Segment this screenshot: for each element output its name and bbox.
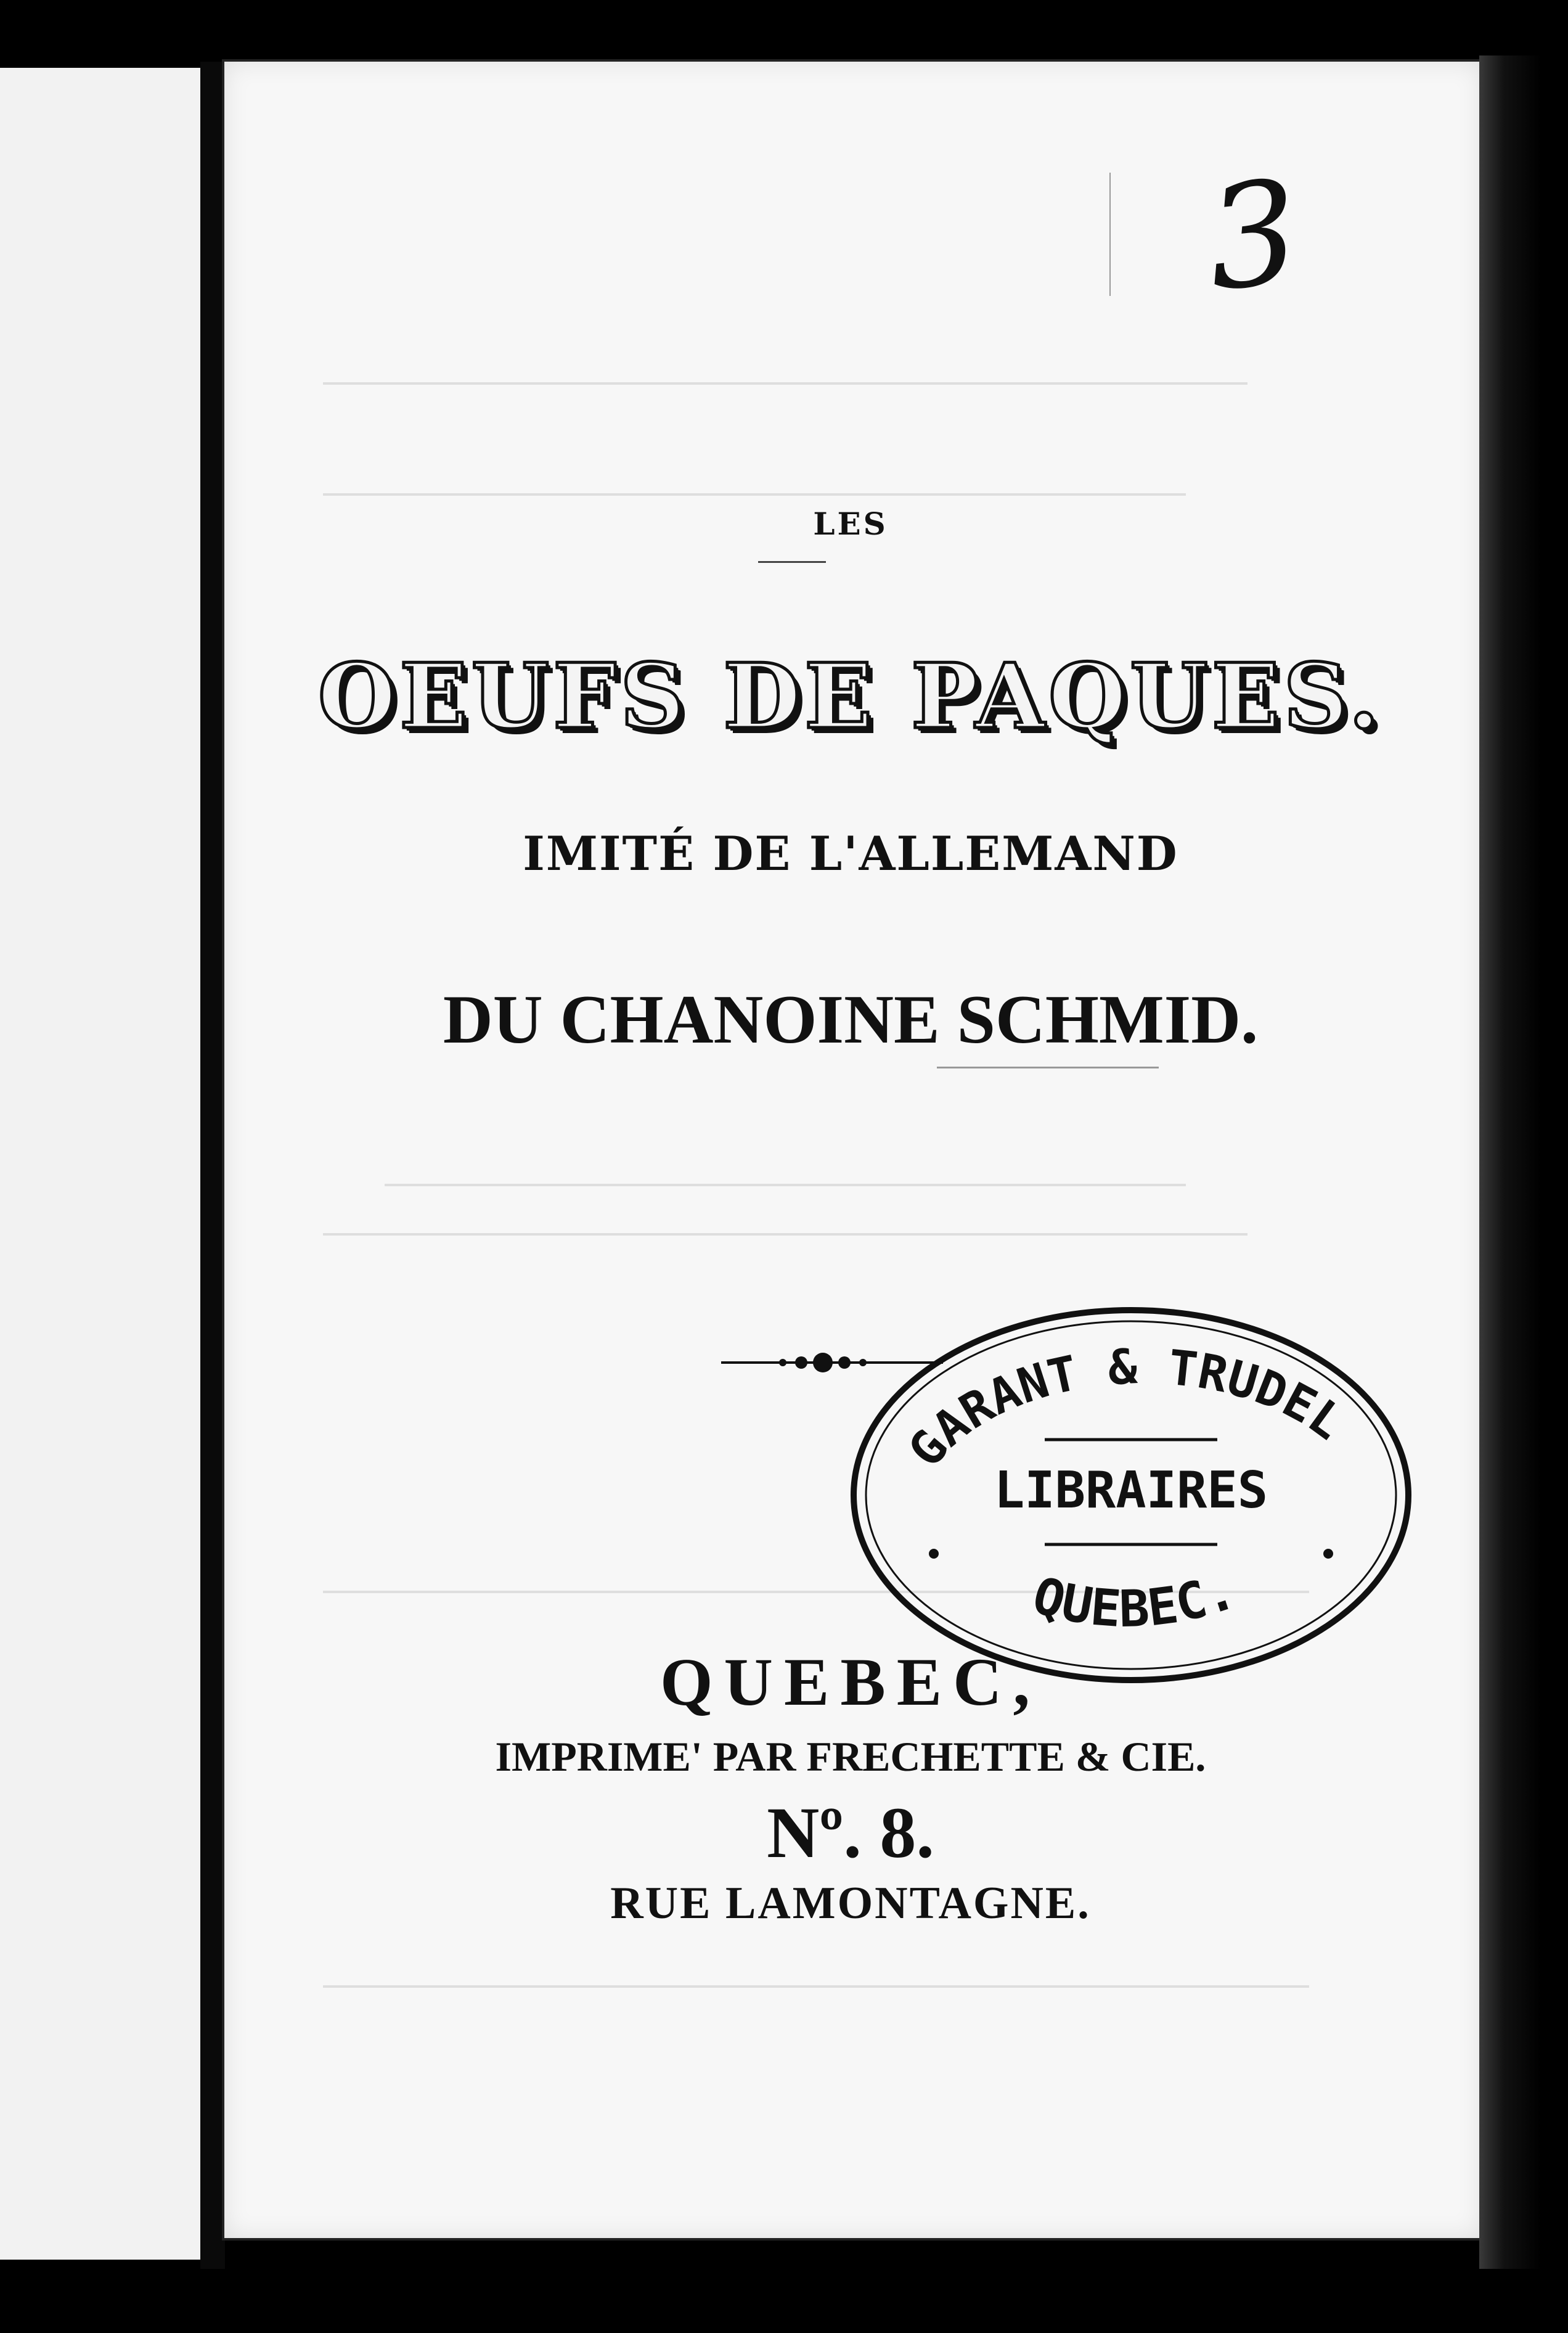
- stamp-top-text: GARANT & TRUDEL: [898, 1339, 1354, 1478]
- imprint-printer: IMPRIME' PAR FRECHETTE & CIE.: [495, 1733, 1206, 1780]
- bleed-through-line: [323, 1233, 1247, 1236]
- title-rule: [758, 561, 826, 563]
- bleed-through-line: [323, 1985, 1309, 1988]
- library-stamp: [841, 1295, 1421, 1695]
- imprint-city: QUEBEC,: [659, 1644, 1042, 1720]
- subtitle-line1: IMITÉ DE L'ALLEMAND: [523, 826, 1178, 881]
- main-title: OEUFS DE PAQUES.: [317, 644, 1384, 749]
- book-gutter: [200, 62, 225, 2269]
- page-fore-edge: [1479, 55, 1541, 2269]
- pencil-mark: [1109, 173, 1111, 296]
- handwritten-page-number: 3: [1199, 150, 1307, 323]
- stamp-bottom-text: QUEBEC.: [1026, 1561, 1243, 1639]
- bleed-through-line: [323, 382, 1247, 385]
- subtitle-line2: DU CHANOINE SCHMID.: [443, 982, 1259, 1058]
- bleed-through-line: [323, 493, 1186, 496]
- imprint-number: Nº. 8.: [767, 1792, 934, 1873]
- title-les: LES: [813, 506, 888, 542]
- left-leaf: [0, 68, 203, 2260]
- underline-rule: [937, 1067, 1159, 1068]
- stamp-middle-text: LIBRAIRES: [994, 1461, 1268, 1520]
- imprint-street: RUE LAMONTAGNE.: [610, 1878, 1091, 1929]
- bleed-through-line: [385, 1184, 1186, 1186]
